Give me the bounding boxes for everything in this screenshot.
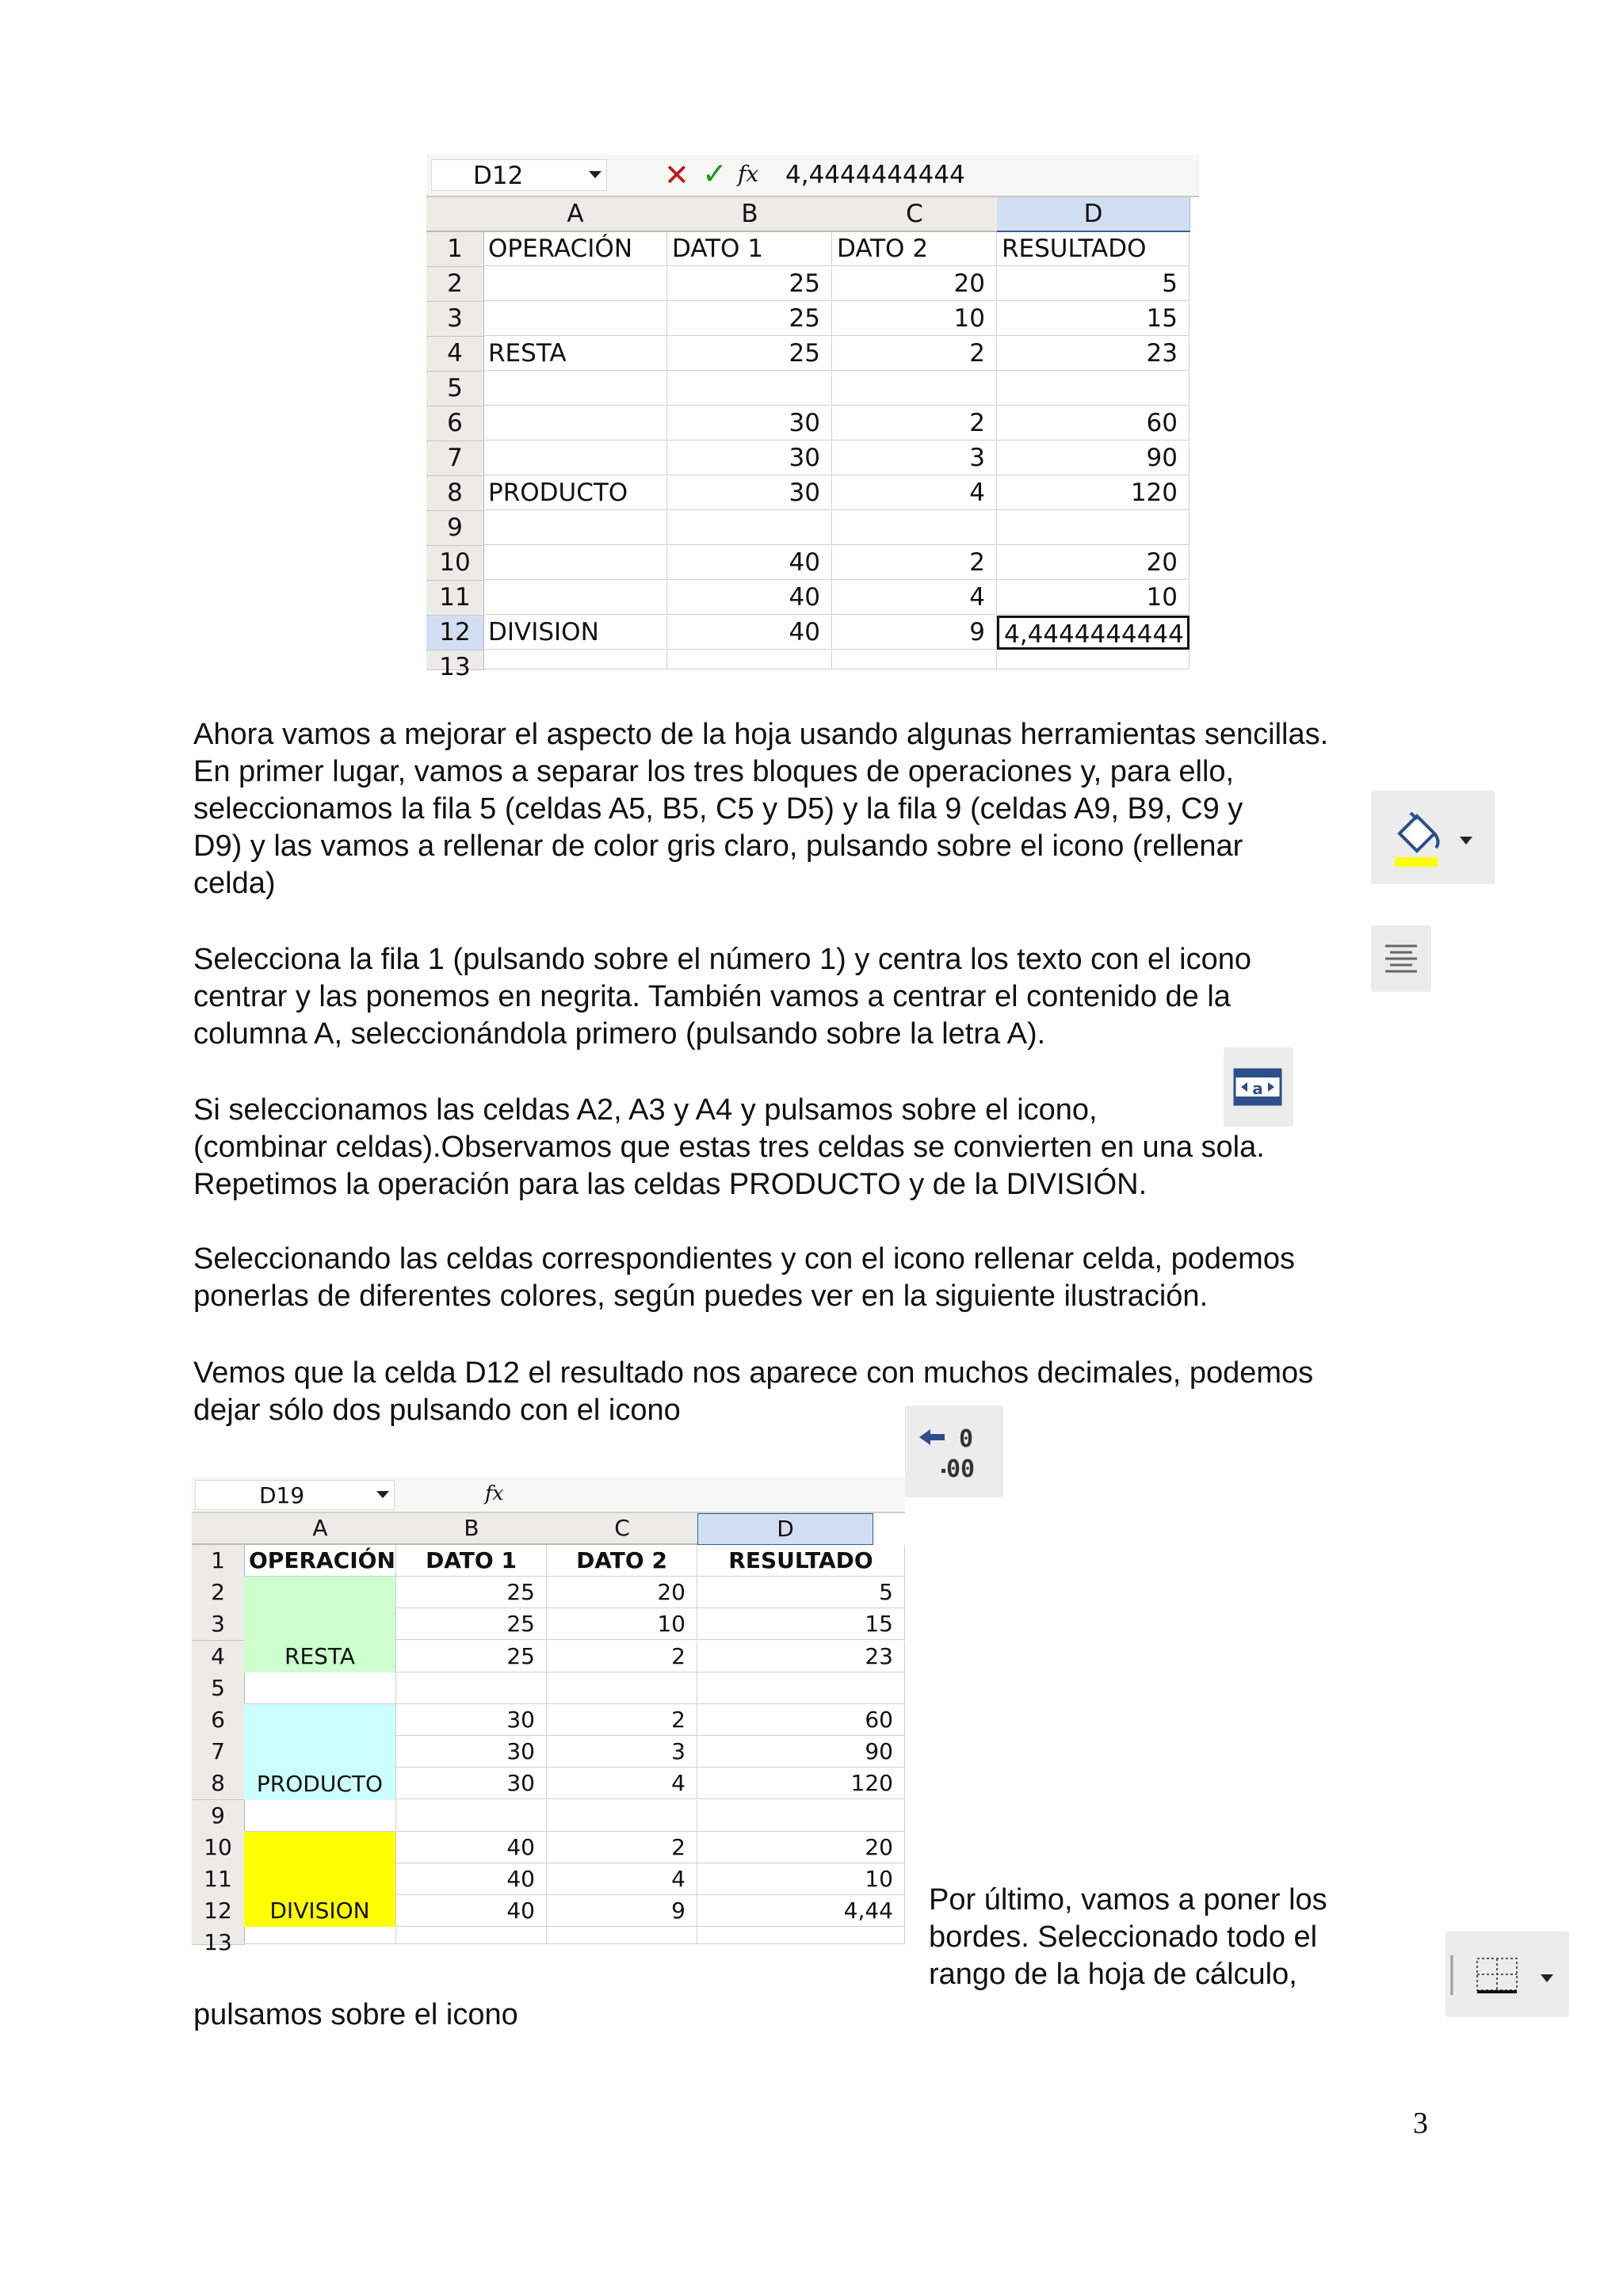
text-line: Vemos que la celda D12 el resultado nos aparece con muchos decimales, podemos [193, 1356, 1314, 1390]
paragraph-fill-rows [193, 716, 1328, 902]
table-cell[interactable]: 4 [547, 1863, 697, 1895]
row-header[interactable]: 13 [192, 1927, 245, 1945]
table-cell[interactable]: 15 [997, 302, 1190, 336]
page-number: 3 [1413, 2107, 1428, 2140]
spreadsheet-screenshot-1 [426, 154, 1199, 681]
table-cell[interactable] [832, 650, 997, 669]
table-cell[interactable]: RESULTADO [997, 232, 1190, 266]
text-line: ponerlas de diferentes colores, según puedes ver en la siguiente ilustración. [193, 1280, 1209, 1313]
row-header[interactable]: 5 [426, 372, 484, 406]
row-header[interactable]: 12 [192, 1895, 245, 1928]
table-cell[interactable]: 40 [396, 1863, 547, 1895]
table-cell[interactable]: 9 [832, 616, 997, 650]
column-header-c[interactable]: C [547, 1513, 698, 1545]
table-cell[interactable]: 2 [832, 546, 997, 580]
table-cell[interactable] [483, 581, 667, 615]
table-cell[interactable] [483, 650, 667, 669]
paragraph-borders-end [193, 1997, 518, 2034]
column-header-b[interactable]: B [396, 1513, 548, 1545]
text-line: D9) y las vamos a rellenar de color gris claro, pulsando sobre el icono (rellenar [193, 830, 1243, 863]
row-header[interactable]: 1 [426, 232, 484, 267]
table-cell[interactable] [244, 1927, 396, 1944]
table-cell[interactable]: 30 [667, 476, 832, 510]
row-header[interactable]: 8 [192, 1768, 245, 1800]
table-cell[interactable]: 3 [547, 1736, 697, 1768]
table-cell[interactable]: 40 [667, 616, 832, 650]
table-cell[interactable] [667, 511, 832, 545]
merge-cells-icon [1224, 1047, 1293, 1127]
row-header[interactable]: 2 [426, 267, 484, 302]
column-header-d[interactable]: D [697, 1513, 873, 1545]
column-header-a[interactable]: A [483, 197, 668, 232]
table-cell[interactable]: 60 [697, 1704, 905, 1736]
formula-bar [426, 154, 1199, 197]
table-cell[interactable]: 10 [997, 581, 1190, 615]
name-box[interactable] [195, 1480, 395, 1510]
paragraph-fill-colors [193, 1241, 1295, 1315]
name-box-dropdown-icon[interactable] [589, 171, 601, 178]
table-cell[interactable] [997, 372, 1190, 406]
align-center-icon [1371, 925, 1431, 992]
table-cell[interactable]: RESTA [483, 337, 667, 371]
row-header[interactable]: 9 [426, 511, 484, 546]
table-cell[interactable] [997, 650, 1190, 669]
text-line: (combinar celdas).Observamos que estas tres celdas se convierten en una sola. [193, 1131, 1265, 1164]
merged-cell-division[interactable] [244, 1832, 396, 1928]
text-line: dejar sólo dos pulsando con el icono [193, 1394, 681, 1427]
table-cell[interactable] [547, 1672, 697, 1704]
table-cell[interactable]: 30 [396, 1704, 547, 1736]
name-box-dropdown-icon[interactable] [376, 1491, 389, 1498]
spreadsheet-screenshot-2 [192, 1477, 905, 1956]
name-box-value: D19 [259, 1482, 305, 1508]
row-header[interactable]: 4 [192, 1641, 245, 1673]
row-header[interactable]: 11 [426, 581, 484, 616]
borders-icon [1445, 1932, 1569, 2017]
table-cell[interactable] [483, 546, 667, 580]
name-box-value: D12 [473, 162, 524, 190]
table-cell[interactable]: 25 [396, 1641, 547, 1672]
table-cell[interactable]: 40 [396, 1832, 547, 1863]
row-header[interactable]: 9 [192, 1800, 245, 1833]
table-cell[interactable]: 4 [547, 1768, 697, 1799]
row-header[interactable]: 6 [426, 406, 484, 441]
text-line: Por último, vamos a poner los [929, 1883, 1327, 1917]
row-header[interactable]: 10 [192, 1832, 245, 1864]
table-cell[interactable]: 2 [547, 1641, 697, 1672]
column-header-c[interactable]: C [832, 197, 998, 232]
text-line: Ahora vamos a mejorar el aspecto de la hoja usando algunas herramientas sencillas. [193, 718, 1329, 751]
table-cell[interactable]: 30 [396, 1768, 547, 1799]
merged-cell-label: RESTA [284, 1642, 355, 1669]
table-cell[interactable]: 9 [547, 1895, 697, 1927]
table-cell[interactable]: 2 [547, 1832, 697, 1863]
name-box[interactable] [431, 159, 607, 191]
table-cell[interactable]: 20 [832, 267, 997, 301]
row-header[interactable]: 2 [192, 1577, 245, 1609]
table-cell[interactable]: 25 [396, 1577, 547, 1608]
function-icon[interactable]: fx [738, 161, 759, 187]
paragraph-decimals [193, 1355, 1313, 1429]
table-cell[interactable]: 20 [697, 1832, 905, 1863]
confirm-icon[interactable]: ✓ [702, 156, 727, 191]
paragraph-merge-cells [193, 1092, 1265, 1203]
svg-text:0: 0 [959, 1425, 974, 1453]
row-header[interactable]: 10 [426, 546, 484, 581]
text-line: Selecciona la fila 1 (pulsando sobre el número 1) y centra los texto con el icono [193, 943, 1251, 976]
active-cell[interactable]: 4,4444444444 [997, 616, 1190, 650]
table-cell[interactable]: 23 [697, 1641, 905, 1672]
column-header-a[interactable]: A [244, 1513, 397, 1545]
table-cell[interactable] [997, 511, 1190, 545]
select-all-corner[interactable] [426, 197, 484, 232]
table-cell[interactable]: 2 [832, 406, 997, 441]
formula-bar [192, 1477, 905, 1513]
paint-bucket-icon [1371, 791, 1495, 884]
table-cell[interactable] [396, 1672, 547, 1704]
svg-text:a: a [1252, 1079, 1263, 1098]
table-cell[interactable]: 30 [667, 406, 832, 441]
table-cell[interactable] [396, 1800, 547, 1832]
row-header[interactable]: 5 [192, 1672, 245, 1705]
column-header-b[interactable]: B [667, 197, 833, 232]
table-cell[interactable]: 4 [832, 581, 997, 615]
text-line: En primer lugar, vamos a separar los tres bloques de operaciones y, para ello, [193, 755, 1235, 788]
table-cell[interactable]: 30 [667, 441, 832, 475]
table-cell[interactable]: 30 [396, 1736, 547, 1768]
table-cell[interactable]: OPERACIÓN [483, 232, 667, 266]
table-cell[interactable]: 40 [667, 546, 832, 580]
text-line: centrar y las ponemos en negrita. También vamos a centrar el contenido de la [193, 980, 1231, 1013]
table-cell[interactable]: 20 [547, 1577, 697, 1608]
table-cell[interactable]: 2 [832, 337, 997, 371]
table-cell[interactable] [697, 1672, 905, 1704]
table-cell[interactable]: DATO 2 [832, 232, 997, 266]
row-header[interactable]: 13 [426, 650, 484, 670]
svg-text:00: 00 [946, 1455, 976, 1483]
text-line: rango de la hoja de cálculo, [929, 1958, 1297, 1991]
header-cell[interactable]: DATO 1 [396, 1545, 547, 1577]
table-cell[interactable]: 2 [547, 1704, 697, 1736]
row-header[interactable]: 3 [192, 1608, 245, 1641]
merged-cell-resta[interactable] [244, 1577, 396, 1672]
table-cell[interactable]: 60 [997, 406, 1190, 441]
table-cell[interactable] [483, 406, 667, 441]
table-cell[interactable]: 10 [547, 1608, 697, 1640]
table-cell[interactable]: 10 [832, 302, 997, 336]
row-header[interactable]: 4 [426, 337, 484, 372]
table-cell[interactable]: DATO 1 [667, 232, 832, 266]
select-all-corner[interactable] [192, 1513, 245, 1545]
table-cell[interactable]: 4 [832, 476, 997, 510]
paragraph-center-text [193, 941, 1251, 1053]
row-header[interactable]: 6 [192, 1704, 245, 1737]
table-cell[interactable]: 90 [997, 441, 1190, 475]
text-line: pulsamos sobre el icono [193, 1998, 518, 2031]
table-cell[interactable] [483, 302, 667, 336]
table-cell[interactable]: 20 [997, 546, 1190, 580]
row-header[interactable]: 8 [426, 476, 484, 511]
table-cell[interactable]: DIVISION [483, 616, 667, 650]
row-header[interactable]: 3 [426, 302, 484, 337]
row-header[interactable]: 11 [192, 1863, 245, 1896]
table-cell[interactable]: 25 [667, 267, 832, 301]
table-cell[interactable]: 120 [697, 1768, 905, 1799]
table-cell[interactable]: 25 [667, 337, 832, 371]
table-cell[interactable]: 23 [997, 337, 1190, 371]
row-header[interactable]: 7 [426, 441, 484, 476]
table-cell[interactable] [483, 441, 667, 475]
table-cell[interactable]: 5 [997, 267, 1190, 301]
table-cell[interactable] [483, 372, 667, 406]
row-header[interactable]: 1 [192, 1545, 245, 1577]
table-cell[interactable] [244, 1800, 396, 1832]
table-cell[interactable]: 4,44 [697, 1895, 905, 1927]
table-cell[interactable]: 15 [697, 1608, 905, 1640]
table-cell[interactable] [832, 511, 997, 545]
table-cell[interactable] [483, 267, 667, 301]
formula-value[interactable]: 4,4444444444 [785, 161, 965, 189]
table-cell[interactable] [697, 1800, 905, 1832]
text-line: columna A, seleccionándola primero (pulsando sobre la letra A). [193, 1017, 1046, 1051]
merged-cell-producto[interactable] [244, 1704, 396, 1800]
header-cell[interactable]: RESULTADO [697, 1545, 905, 1577]
table-cell[interactable] [697, 1927, 905, 1944]
text-line: Si seleccionamos las celdas A2, A3 y A4 y pulsamos sobre el icono, [193, 1093, 1098, 1127]
text-line: bordes. Seleccionado todo el [929, 1920, 1318, 1954]
table-cell[interactable] [832, 372, 997, 406]
table-cell[interactable]: 120 [997, 476, 1190, 510]
row-header[interactable]: 12 [426, 616, 484, 650]
function-icon[interactable]: fx [485, 1482, 504, 1505]
paragraph-borders [929, 1882, 1327, 1993]
table-cell[interactable]: 10 [697, 1863, 905, 1895]
cancel-icon[interactable]: ✕ [664, 158, 689, 193]
table-cell[interactable] [547, 1927, 697, 1944]
row-header[interactable]: 7 [192, 1736, 245, 1768]
text-line: seleccionamos la fila 5 (celdas A5, B5, C5 y D5) y la fila 9 (celdas A9, B9, C9 y [193, 792, 1243, 826]
text-line: celda) [193, 867, 276, 900]
text-line: Seleccionando las celdas correspondientes y con el icono rellenar celda, podemos [193, 1242, 1295, 1276]
table-cell[interactable] [483, 511, 667, 545]
table-cell[interactable]: 40 [396, 1895, 547, 1927]
decrease-decimal-icon [905, 1405, 1003, 1497]
table-cell[interactable] [244, 1672, 396, 1704]
table-cell[interactable]: 90 [697, 1736, 905, 1768]
table-cell[interactable] [667, 372, 832, 406]
table-cell[interactable] [396, 1927, 547, 1944]
merged-cell-label: DIVISION [269, 1897, 370, 1924]
table-cell[interactable]: 40 [667, 581, 832, 615]
table-cell[interactable]: 25 [667, 302, 832, 336]
merged-cell-label: PRODUCTO [256, 1770, 384, 1797]
table-cell[interactable] [547, 1800, 697, 1832]
table-cell[interactable]: 3 [832, 441, 997, 475]
column-header-d[interactable]: D [997, 197, 1190, 232]
text-line: Repetimos la operación para las celdas PRODUCTO y de la DIVISIÓN. [193, 1168, 1148, 1201]
header-cell[interactable]: OPERACIÓN [244, 1545, 396, 1577]
table-cell[interactable]: 25 [396, 1608, 547, 1640]
table-cell[interactable]: PRODUCTO [483, 476, 667, 510]
table-cell[interactable] [667, 650, 832, 669]
header-cell[interactable]: DATO 2 [547, 1545, 697, 1577]
table-cell[interactable]: 5 [697, 1577, 905, 1608]
